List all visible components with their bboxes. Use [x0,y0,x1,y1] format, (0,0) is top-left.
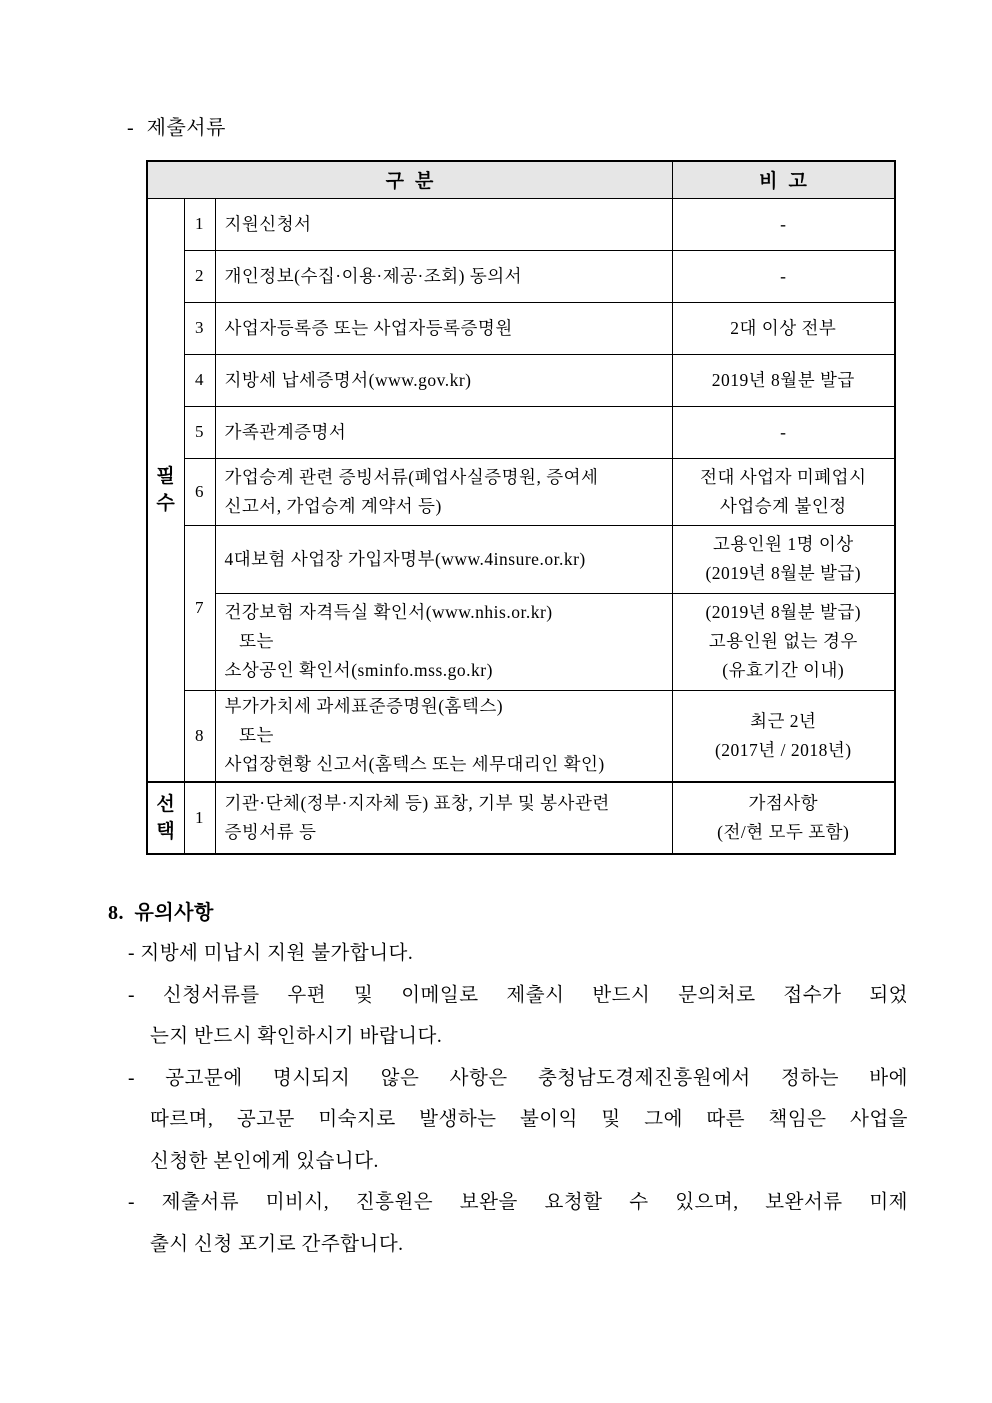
category-required: 필 수 [147,198,184,782]
row-number: 8 [184,690,215,782]
table-row [147,593,895,690]
table-row [147,250,895,302]
note-item: - 공고문에 명시되지 않은 사항은 충청남도경제진흥원에서 정하는 바에 따르며, 공고문 미숙지로 발생하는 불이익 및 그에 따른 책임은 사업을 신청한 본인에게 있습니다. [128,1067,908,1172]
note-item: - 제출서류 미비시, 진흥원은 보완을 요청할 수 있으며, 보완서류 미제 출시 신청 포기로 간주합니다. [128,1192,908,1255]
remark-cell: 2대 이상 전부 [672,302,895,354]
remark-cell: 전대 사업자 미폐업시 사업승계 불인정 [672,458,895,525]
table-row [147,406,895,458]
table-row [147,782,895,854]
remark-cell: - [672,198,895,250]
row-number: 2 [184,250,215,302]
submit-docs-label: - 제출서류 [127,117,226,139]
remark-cell: 고용인원 1명 이상 (2019년 8월분 발급) [672,525,895,593]
doc-name-cell: 지방세 납세증명서(www.gov.kr) [215,354,672,406]
remark-cell: 2019년 8월분 발급 [672,354,895,406]
doc-name-cell: 사업자등록증 또는 사업자등록증명원 [215,302,672,354]
row-number: 7 [184,525,215,690]
remark-cell: - [672,250,895,302]
doc-name-cell: 가업승계 관련 증빙서류(폐업사실증명원, 증여세 신고서, 가업승계 계약서 등) [215,458,672,525]
table-row [147,198,895,250]
documents-table-wrap [146,160,896,855]
category-optional: 선 택 [147,782,184,854]
doc-name-cell: 지원신청서 [215,198,672,250]
table-row [147,458,895,525]
doc-name-cell: 가족관계증명서 [215,406,672,458]
table-row [147,690,895,782]
doc-name-cell: 개인정보(수집·이용·제공·조회) 동의서 [215,250,672,302]
col-header-bigo: 비 고 [672,161,895,198]
documents-table [146,160,896,855]
remark-cell: 최근 2년 (2017년 / 2018년) [672,690,895,782]
col-header-gubun: 구 분 [147,161,672,198]
remark-cell: (2019년 8월분 발급) 고용인원 없는 경우 (유효기간 이내) [672,593,895,690]
row-number: 4 [184,354,215,406]
table-row [147,354,895,406]
note-item: - 지방세 미납시 지원 불가합니다. [128,943,414,964]
row-number: 1 [184,782,215,854]
doc-name-cell: 부가가치세 과세표준증명원(홈텍스) 또는 사업장현황 신고서(홈텍스 또는 세무대리인 확인) [215,690,672,782]
doc-name-cell: 4대보험 사업장 가입자명부(www.4insure.or.kr) [215,525,672,593]
row-number: 5 [184,406,215,458]
notes-title: 8. 유의사항 [108,902,214,924]
doc-name-cell: 건강보험 자격득실 확인서(www.nhis.or.kr) 또는 소상공인 확인서(sminfo.mss.go.kr) [215,593,672,690]
table-header-row [147,161,895,198]
table-row [147,302,895,354]
table-row [147,525,895,593]
notes-section [108,893,908,1265]
row-number: 1 [184,198,215,250]
note-item: - 신청서류를 우편 및 이메일로 제출시 반드시 문의처로 접수가 되었 는지 반드시 확인하시기 바랍니다. [128,984,908,1047]
doc-name-cell: 기관·단체(정부·지자체 등) 표창, 기부 및 봉사관련 증빙서류 등 [215,782,672,854]
row-number: 3 [184,302,215,354]
remark-cell: - [672,406,895,458]
row-number: 6 [184,458,215,525]
remark-cell: 가점사항 (전/현 모두 포함) [672,782,895,854]
